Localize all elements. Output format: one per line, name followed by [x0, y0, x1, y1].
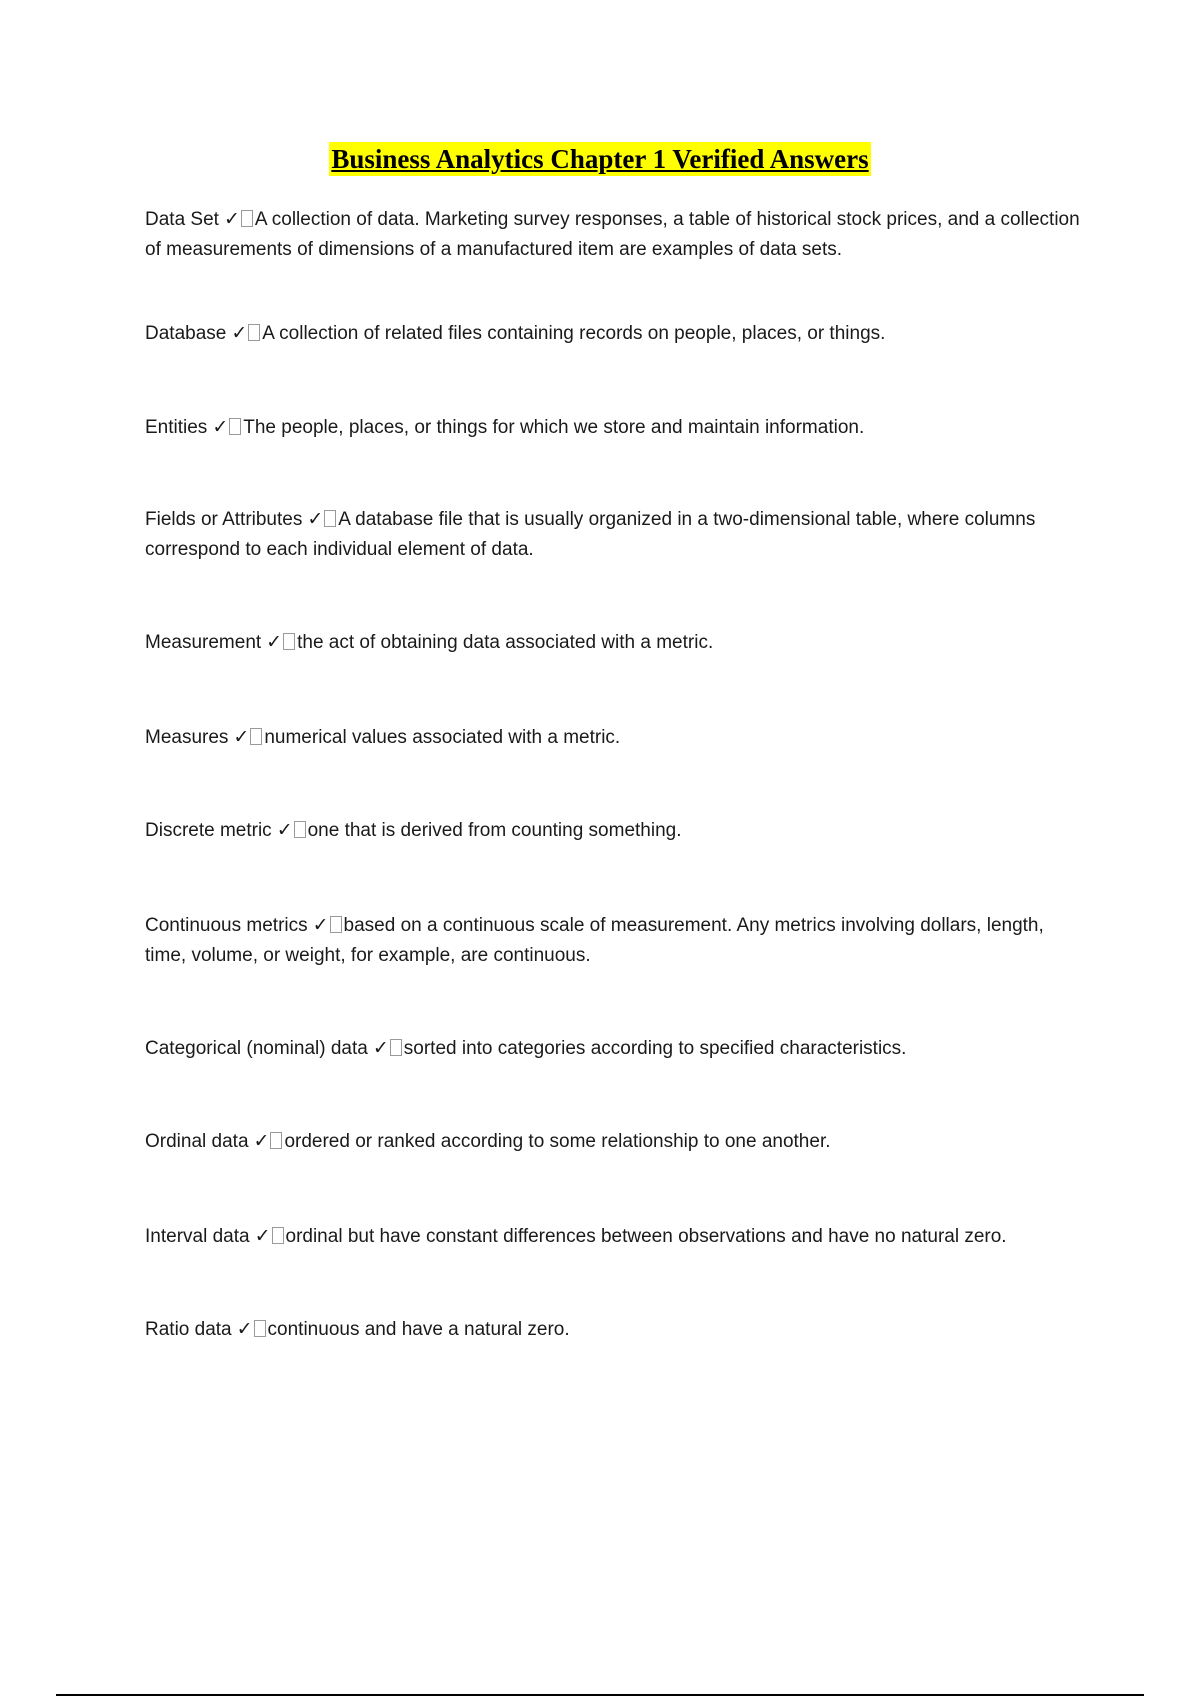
check-icon: ✓	[212, 417, 229, 438]
check-icon: ✓	[266, 632, 283, 653]
box-icon	[229, 418, 241, 435]
entry-term: Continuous metrics	[145, 915, 308, 936]
box-icon	[254, 1320, 266, 1337]
entry	[145, 816, 682, 846]
entry-definition: the act of obtaining data associated with a metric.	[297, 632, 714, 653]
entry-definition: ordered or ranked according to some relationship to one another.	[284, 1131, 831, 1152]
check-icon: ✓	[276, 820, 293, 841]
entry-term: Data Set	[145, 209, 219, 230]
entry	[145, 319, 885, 349]
entry-term: Database	[145, 323, 227, 344]
entry-definition: based on a continuous scale of measurement. Any metrics involving dollars, length, time, volume, or weight, for example, are continuous.	[145, 915, 1044, 966]
entry	[145, 1315, 570, 1345]
entry-definition: ordinal but have constant differences between observations and have no natural zero.	[285, 1226, 1007, 1247]
entry-term: Categorical (nominal) data	[145, 1038, 368, 1059]
entry-term: Entities	[145, 417, 208, 438]
entry-term: Ratio data	[145, 1319, 232, 1340]
entry-term: Fields or Attributes	[145, 509, 303, 530]
entry	[145, 723, 620, 753]
entry-term: Discrete metric	[145, 820, 272, 841]
entry-term: Interval data	[145, 1226, 250, 1247]
entry-definition: A collection of data. Marketing survey responses, a table of historical stock prices, and a collection of measurements of dimensions of a manufactured item are examples of data sets.	[145, 209, 1080, 260]
box-icon	[270, 1132, 282, 1149]
check-icon: ✓	[307, 509, 324, 530]
check-icon: ✓	[312, 915, 329, 936]
check-icon: ✓	[372, 1038, 389, 1059]
footer-divider	[56, 1694, 1144, 1696]
entry-term: Ordinal data	[145, 1131, 249, 1152]
box-icon	[272, 1227, 284, 1244]
entry-definition: The people, places, or things for which we store and maintain information.	[243, 417, 865, 438]
check-icon: ✓	[223, 209, 240, 230]
box-icon	[248, 324, 260, 341]
entry-definition: sorted into categories according to specified characteristics.	[403, 1038, 907, 1059]
box-icon	[241, 210, 253, 227]
entry	[145, 911, 1085, 971]
check-icon: ✓	[231, 323, 248, 344]
entry-definition: numerical values associated with a metric.	[264, 727, 621, 748]
entry	[145, 1127, 831, 1157]
box-icon	[294, 821, 306, 838]
entry	[145, 413, 864, 443]
box-icon	[390, 1039, 402, 1056]
box-icon	[324, 510, 336, 527]
check-icon: ✓	[253, 1131, 270, 1152]
entry	[145, 1034, 906, 1064]
entry	[145, 1222, 1105, 1252]
title-container	[0, 142, 1200, 176]
entry-definition: continuous and have a natural zero.	[267, 1319, 570, 1340]
check-icon: ✓	[233, 727, 250, 748]
entry-definition: one that is derived from counting something.	[307, 820, 682, 841]
entry-term: Measures	[145, 727, 229, 748]
box-icon	[330, 916, 342, 933]
entry-term: Measurement	[145, 632, 262, 653]
box-icon	[283, 633, 295, 650]
document-title: Business Analytics Chapter 1 Verified Answers	[331, 144, 869, 174]
check-icon: ✓	[254, 1226, 271, 1247]
check-icon: ✓	[236, 1319, 253, 1340]
box-icon	[250, 728, 262, 745]
entry-definition: A database file that is usually organized in a two-dimensional table, where columns correspond to each individual element of data.	[145, 509, 1036, 560]
entry	[145, 505, 1085, 565]
entry-definition: A collection of related files containing records on people, places, or things.	[262, 323, 886, 344]
entry	[145, 205, 1085, 265]
entry	[145, 628, 713, 658]
